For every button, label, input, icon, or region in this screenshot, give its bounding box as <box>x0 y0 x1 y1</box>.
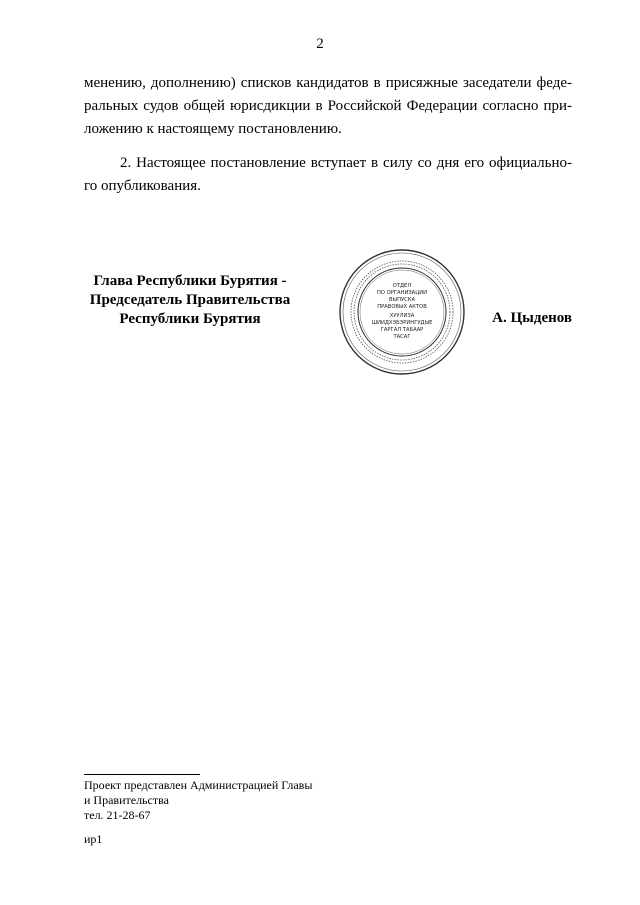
seal-ring-text <box>351 261 453 363</box>
signatory-title-line-1: Глава Республики Бурятия - <box>93 273 287 289</box>
signatory-name: А. Цыденов <box>492 310 572 326</box>
footer-line-3: тел. 21-28-67 <box>84 808 151 822</box>
footer-code: ир1 <box>84 832 103 846</box>
page-number: 2 <box>316 36 324 52</box>
signatory-title-line-2: Председатель Правительства <box>89 292 291 308</box>
footer-divider <box>84 774 200 775</box>
seal-line-1: ОТДЕЛ <box>392 283 412 289</box>
paragraph-1-line-3: ложению к настоящему постановлению. <box>84 121 342 137</box>
seal-line-2: ПО ОРГАНИЗАЦИИ <box>376 290 428 296</box>
paragraph-2-line-1: 2. Настоящее постановление вступает в силу со дня его официально- <box>120 155 572 171</box>
signatory-title <box>70 272 310 329</box>
seal-line-6: ШИИДХЭБЭРИНГУДЫЕ <box>371 320 433 326</box>
signatory-title-line-3: Республики Бурятия <box>119 311 261 327</box>
footer-line-2: и Правительства <box>84 793 169 807</box>
footer-line-1: Проект представлен Администрацией Главы <box>84 778 313 792</box>
seal-line-3: ВЫПУСКА <box>388 297 416 303</box>
paragraph-1-line-1: менению, дополнению) списков кандидатов в присяжные заседатели феде- <box>84 75 572 91</box>
seal-line-7: ГАРГАЛ ТАБААР <box>380 327 424 333</box>
official-seal <box>337 247 467 377</box>
paragraph-2 <box>84 152 572 198</box>
seal-line-5: ХУУЛИЗА <box>389 313 415 319</box>
paragraph-1 <box>84 72 572 141</box>
seal-line-8: ТАСАГ <box>393 334 411 340</box>
paragraph-1-line-2: ральных судов общей юрисдикции в Российской Федерации согласно при- <box>84 98 572 114</box>
footer-note <box>84 778 312 823</box>
paragraph-2-line-2: го опубликования. <box>84 178 201 194</box>
seal-line-4: ПРАВОВЫХ АКТОВ <box>377 304 427 310</box>
